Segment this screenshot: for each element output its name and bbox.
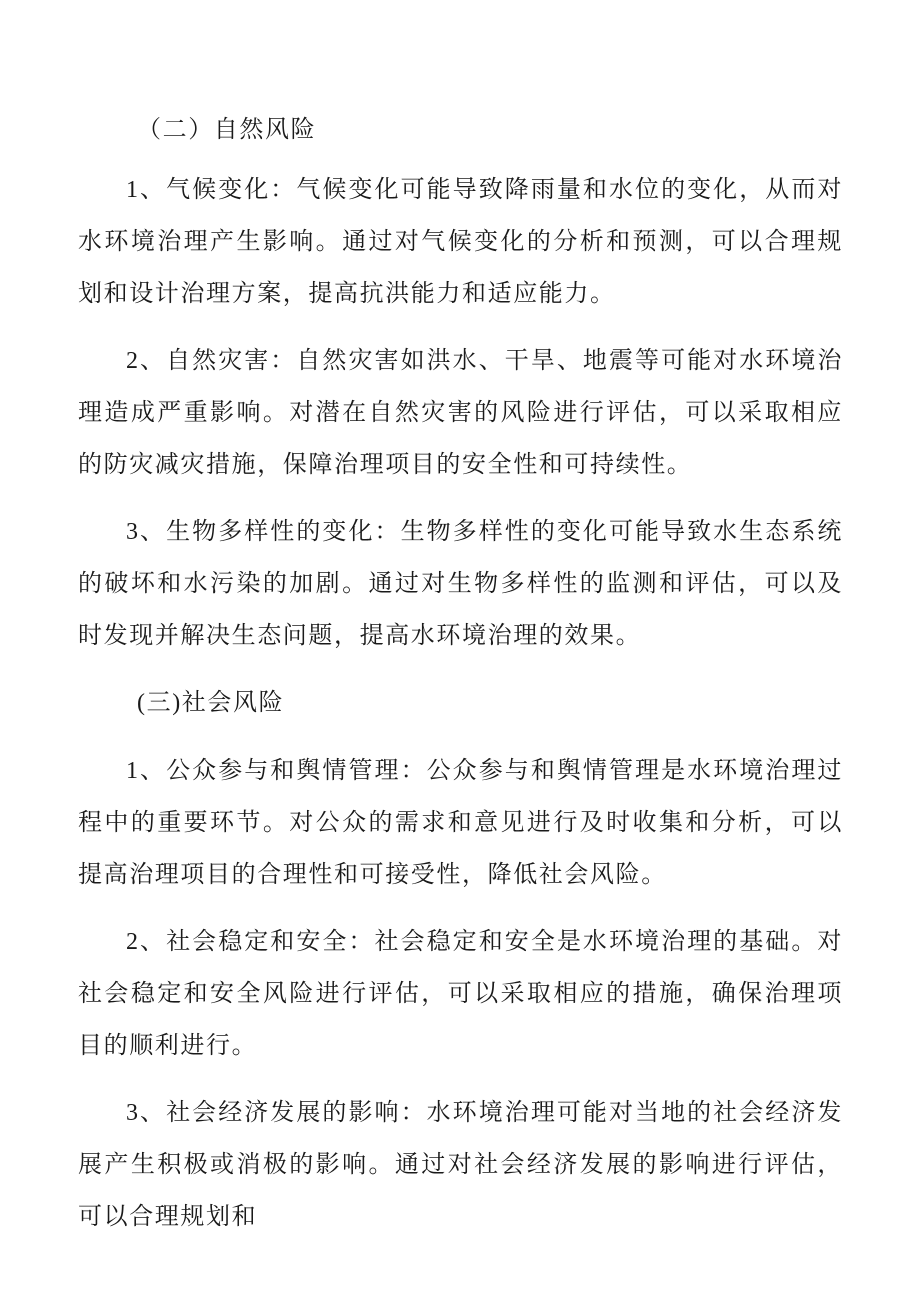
document-paragraph: 1、气候变化：气候变化可能导致降雨量和水位的变化，从而对水环境治理产生影响。通过对气候变化的分析和预测，可以合理规划和设计治理方案，提高抗洪能力和适应能力。 [78, 177, 843, 307]
section-heading: (三)社会风险 [137, 690, 285, 716]
document-paragraph: 3、社会经济发展的影响：水环境治理可能对当地的社会经济发展产生积极或消极的影响。通过对社会经济发展的影响进行评估，可以合理规划和 [78, 1100, 843, 1230]
section-heading: （二）自然风险 [137, 117, 317, 143]
document-paragraph: 2、自然灾害：自然灾害如洪水、干旱、地震等可能对水环境治理造成严重影响。对潜在自然灾害的风险进行评估，可以采取相应的防灾减灾措施，保障治理项目的安全性和可持续性。 [78, 348, 843, 478]
document-body [78, 104, 843, 1243]
document-paragraph: 1、公众参与和舆情管理：公众参与和舆情管理是水环境治理过程中的重要环节。对公众的需求和意见进行及时收集和分析，可以提高治理项目的合理性和可接受性，降低社会风险。 [78, 758, 843, 888]
document-paragraph: 2、社会稳定和安全：社会稳定和安全是水环境治理的基础。对社会稳定和安全风险进行评估，可以采取相应的措施，确保治理项目的顺利进行。 [78, 929, 843, 1059]
document-paragraph: 3、生物多样性的变化：生物多样性的变化可能导致水生态系统的破坏和水污染的加剧。通过对生物多样性的监测和评估，可以及时发现并解决生态问题，提高水环境治理的效果。 [78, 519, 843, 649]
